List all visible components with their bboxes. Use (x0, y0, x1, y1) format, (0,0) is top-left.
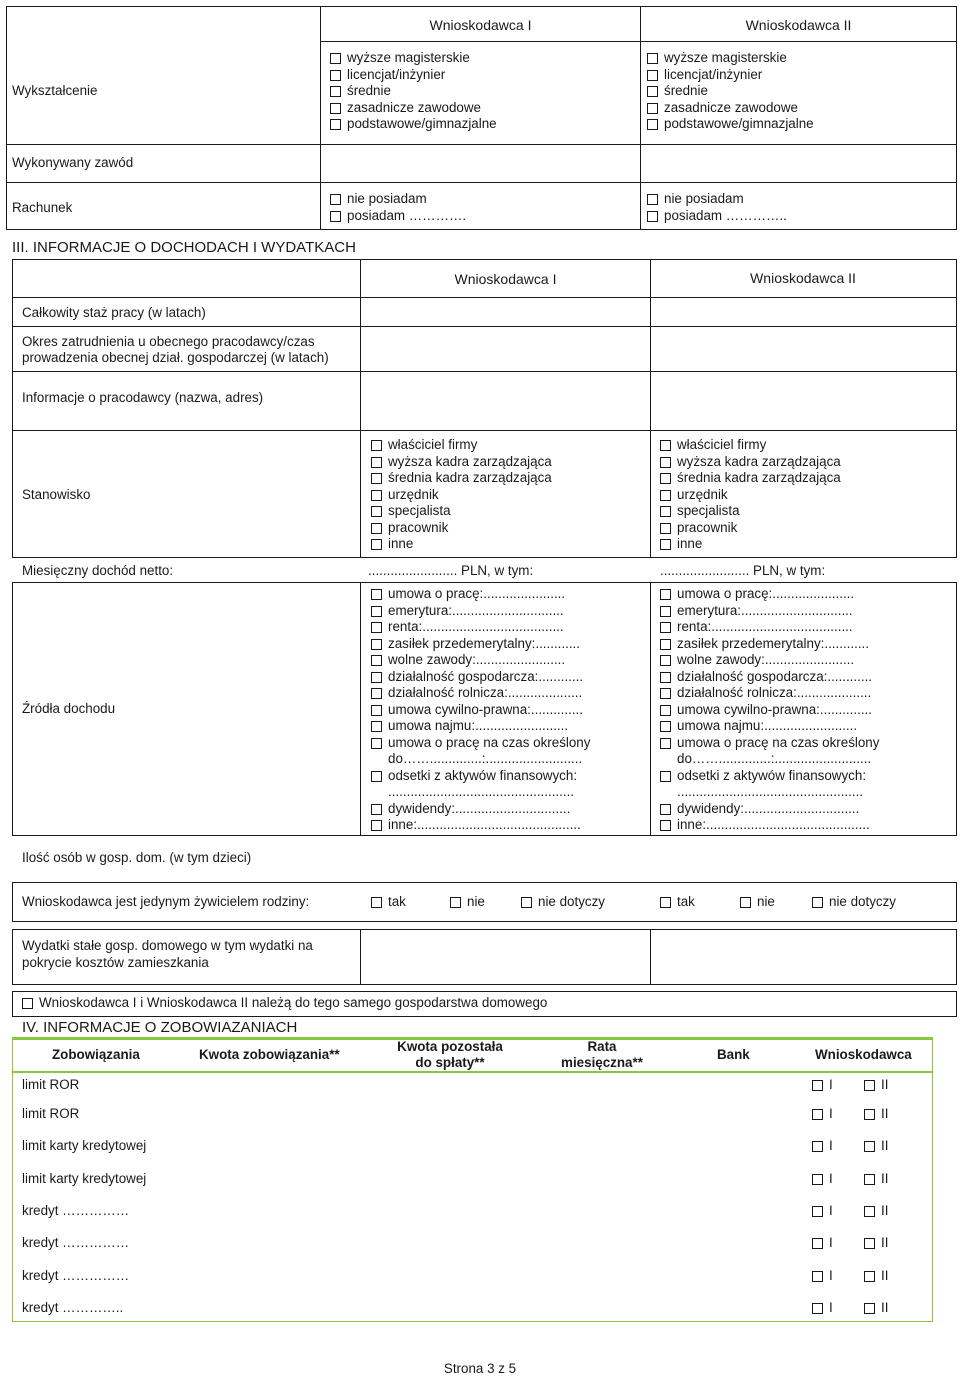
checkbox-icon (864, 1141, 875, 1152)
obligation-type: kredyt ………….. (22, 1300, 124, 1315)
checkbox-icon (864, 1238, 875, 1249)
income-source-item[interactable]: odsetki z aktywów finansowych: (371, 768, 590, 785)
sec3-col2-header: Wnioskodawca II (750, 270, 856, 286)
checkbox-icon (330, 119, 341, 130)
header-rata-2: miesięczna** (561, 1055, 643, 1070)
position-option[interactable]: specjalista (660, 503, 841, 520)
checkbox-icon (371, 506, 382, 517)
checkbox-icon (647, 53, 658, 64)
checkbox-icon (660, 820, 671, 831)
checkbox-icon (371, 721, 382, 732)
income-source-item[interactable]: renta:...................................... (371, 619, 590, 636)
income-source-item[interactable]: zasiłek przedemerytalny:............ (660, 636, 879, 653)
income-sources-2 (660, 586, 879, 834)
checkbox-icon (450, 897, 461, 908)
breadwinner-option-nie-2[interactable]: nie (740, 894, 775, 910)
obligation-type: limit ROR (22, 1077, 80, 1092)
position-option[interactable]: właściciel firmy (660, 437, 841, 454)
checkbox-icon (660, 672, 671, 683)
income-source-item: .................................................. (677, 784, 864, 799)
income-source-item[interactable]: inne:............................................ (371, 817, 590, 834)
income-source-item[interactable]: wolne zawody:........................ (371, 652, 590, 669)
checkbox-icon (660, 473, 671, 484)
breadwinner-option-tak-1[interactable]: tak (371, 894, 406, 910)
income-source-item[interactable]: umowa o pracę na czas określony (660, 735, 879, 752)
applicant-option-i[interactable]: I (812, 1268, 833, 1284)
checkbox-icon (330, 194, 341, 205)
income-source-item: do……..............:.......................... (677, 751, 872, 766)
obligation-type: limit karty kredytowej (22, 1138, 147, 1153)
income-source-item[interactable]: działalność gospodarcza:............ (660, 669, 879, 686)
checkbox-icon (371, 473, 382, 484)
checkbox-icon (371, 457, 382, 468)
checkbox-icon (371, 705, 382, 716)
checkbox-icon (660, 721, 671, 732)
position-option[interactable]: wyższa kadra zarządzająca (660, 454, 841, 471)
seniority-label: Całkowity staż pracy (w latach) (22, 305, 206, 320)
checkbox-icon (371, 771, 382, 782)
position-option[interactable]: inne (371, 536, 552, 553)
position-option[interactable]: średnia kadra zarządzająca (371, 470, 552, 487)
education-option[interactable]: wyższe magisterskie (647, 50, 814, 67)
breadwinner-label: Wnioskodawca jest jedynym żywicielem rodziny: (22, 894, 310, 909)
checkbox-icon (371, 738, 382, 749)
income-source-item[interactable]: emerytura:.............................. (660, 603, 879, 620)
checkbox-icon (812, 1080, 823, 1091)
applicant-option-i[interactable]: I (812, 1203, 833, 1219)
income-source-item[interactable]: umowa cywilno-prawna:.............. (371, 702, 590, 719)
checkbox-icon (660, 639, 671, 650)
applicant-option-ii[interactable]: II (864, 1203, 888, 1219)
checkbox-icon (647, 211, 658, 222)
checkbox-icon (864, 1109, 875, 1120)
checkbox-icon (660, 440, 671, 451)
checkbox-icon (660, 688, 671, 699)
obligation-type: limit ROR (22, 1106, 80, 1121)
header-kwota-pozostala-1: Kwota pozostała (397, 1039, 503, 1054)
income-source-item[interactable]: umowa cywilno-prawna:.............. (660, 702, 879, 719)
household-label: Ilość osób w gosp. dom. (w tym dzieci) (22, 850, 252, 865)
obligation-type: kredyt …………… (22, 1203, 130, 1218)
checkbox-icon (660, 606, 671, 617)
checkbox-icon (371, 490, 382, 501)
education-label: Wykształcenie (12, 83, 98, 98)
education-option[interactable]: licencjat/inżynier (647, 67, 814, 84)
occupation-label: Wykonywany zawód (12, 155, 134, 170)
expenses-label-2: pokrycie kosztów zamieszkania (22, 955, 209, 970)
checkbox-icon (740, 897, 751, 908)
income-source-item[interactable]: dywidendy:............................... (371, 801, 590, 818)
account-option[interactable]: posiadam ………….. (647, 208, 787, 225)
education-option[interactable]: zasadnicze zawodowe (647, 100, 814, 117)
checkbox-icon (812, 1206, 823, 1217)
checkbox-icon (864, 1174, 875, 1185)
breadwinner-option-tak-2[interactable]: tak (660, 894, 695, 910)
applicant-option-ii[interactable]: II (864, 1268, 888, 1284)
position-option[interactable]: wyższa kadra zarządzająca (371, 454, 552, 471)
expenses-label-1: Wydatki stałe gosp. domowego w tym wydatki na (22, 938, 313, 953)
header-bank: Bank (717, 1047, 750, 1062)
header-kwota: Kwota zobowiązania** (199, 1047, 340, 1062)
col2-header-label: Wnioskodawca II (745, 17, 852, 33)
checkbox-icon (864, 1080, 875, 1091)
checkbox-icon (330, 86, 341, 97)
checkbox-icon (864, 1303, 875, 1314)
checkbox-icon (660, 539, 671, 550)
checkbox-icon (371, 655, 382, 666)
sources-label: Źródła dochodu (22, 701, 116, 716)
checkbox-icon (22, 998, 33, 1009)
checkbox-icon (660, 804, 671, 815)
same-household-option[interactable]: Wnioskodawca I i Wnioskodawca II należą do tego samego gospodarstwa domowego (22, 995, 547, 1011)
checkbox-icon (330, 53, 341, 64)
applicant-option-ii[interactable]: II (864, 1171, 888, 1187)
applicant-option-ii[interactable]: II (864, 1300, 888, 1316)
income-source-item[interactable]: działalność rolnicza:.................... (371, 685, 590, 702)
employer-input-1[interactable] (360, 371, 651, 431)
position-option[interactable]: urzędnik (660, 487, 841, 504)
checkbox-icon (812, 1271, 823, 1282)
income-value-1[interactable]: ........................ PLN, w tym: (368, 563, 534, 578)
checkbox-icon (864, 1206, 875, 1217)
position-option[interactable]: właściciel firmy (371, 437, 552, 454)
income-source-item[interactable]: umowa najmu:......................... (660, 718, 879, 735)
checkbox-icon (371, 688, 382, 699)
seniority-input-1[interactable] (360, 297, 651, 327)
checkbox-icon (660, 523, 671, 534)
employment-input-1[interactable] (360, 326, 651, 372)
applicant-option-ii[interactable]: II (864, 1106, 888, 1122)
section-iv-title: IV. INFORMACJE O ZOBOWIAZANIACH (22, 1019, 298, 1036)
account-option[interactable]: posiadam …………. (330, 208, 466, 225)
education-option[interactable]: podstawowe/gimnazjalne (330, 116, 497, 133)
checkbox-icon (812, 897, 823, 908)
checkbox-icon (812, 1238, 823, 1249)
breadwinner-option-nd-1[interactable]: nie dotyczy (521, 894, 605, 910)
income-source-item: .................................................. (388, 784, 575, 799)
page-number: Strona 3 z 5 (443, 1361, 517, 1376)
education-option[interactable]: wyższe magisterskie (330, 50, 497, 67)
occupation-input-1[interactable] (320, 144, 641, 183)
account-options-1 (330, 191, 466, 224)
checkbox-icon (371, 639, 382, 650)
education-option[interactable]: średnie (330, 83, 497, 100)
checkbox-icon (812, 1141, 823, 1152)
checkbox-icon (330, 70, 341, 81)
checkbox-icon (647, 103, 658, 114)
applicant-option-ii[interactable]: II (864, 1138, 888, 1154)
income-source-item[interactable]: dywidendy:............................... (660, 801, 879, 818)
income-source-item: do……..............:.......................... (388, 751, 583, 766)
header-rata-1: Rata (587, 1039, 617, 1054)
position-label: Stanowisko (22, 487, 91, 502)
obligations-table (12, 1037, 933, 1322)
checkbox-icon (660, 738, 671, 749)
position-option[interactable]: średnia kadra zarządzająca (660, 470, 841, 487)
checkbox-icon (812, 1303, 823, 1314)
obligation-type: kredyt …………… (22, 1268, 130, 1283)
income-source-item[interactable]: działalność gospodarcza:............ (371, 669, 590, 686)
col1-header-label: Wnioskodawca I (429, 17, 532, 33)
checkbox-icon (647, 194, 658, 205)
applicant-option-i[interactable]: I (812, 1235, 833, 1251)
checkbox-icon (812, 1174, 823, 1185)
account-option[interactable]: nie posiadam (647, 191, 787, 208)
income-value-2[interactable]: ........................ PLN, w tym: (660, 563, 826, 578)
position-option[interactable]: urzędnik (371, 487, 552, 504)
position-option[interactable]: specjalista (371, 503, 552, 520)
checkbox-icon (660, 655, 671, 666)
applicant-option-i[interactable]: I (812, 1300, 833, 1316)
checkbox-icon (660, 490, 671, 501)
income-source-item[interactable]: wolne zawody:........................ (660, 652, 879, 669)
applicant-option-ii[interactable]: II (864, 1235, 888, 1251)
position-options-1 (371, 437, 552, 553)
applicant-option-i[interactable]: I (812, 1077, 833, 1093)
position-option[interactable]: pracownik (660, 520, 841, 537)
education-options-2 (647, 50, 814, 133)
checkbox-icon (371, 897, 382, 908)
checkbox-icon (647, 70, 658, 81)
income-source-item[interactable]: umowa o pracę:...................... (371, 586, 590, 603)
checkbox-icon (660, 457, 671, 468)
checkbox-icon (371, 539, 382, 550)
checkbox-icon (371, 589, 382, 600)
checkbox-icon (647, 86, 658, 97)
checkbox-icon (371, 622, 382, 633)
applicant-option-i[interactable]: I (812, 1171, 833, 1187)
checkbox-icon (371, 820, 382, 831)
education-option[interactable]: średnie (647, 83, 814, 100)
income-source-item[interactable]: emerytura:.............................. (371, 603, 590, 620)
income-source-item[interactable]: zasiłek przedemerytalny:............ (371, 636, 590, 653)
position-option[interactable]: inne (660, 536, 841, 553)
income-label: Miesięczny dochód netto: (22, 563, 174, 578)
checkbox-icon (660, 506, 671, 517)
checkbox-icon (647, 119, 658, 130)
checkbox-icon (371, 672, 382, 683)
education-options-1 (330, 50, 497, 133)
checkbox-icon (371, 523, 382, 534)
income-source-item[interactable]: inne:............................................ (660, 817, 879, 834)
checkbox-icon (660, 771, 671, 782)
income-source-item[interactable]: odsetki z aktywów finansowych: (660, 768, 879, 785)
position-option[interactable]: pracownik (371, 520, 552, 537)
checkbox-icon (864, 1271, 875, 1282)
employment-label-2: prowadzenia obecnej dział. gospodarczej (w latach) (22, 350, 329, 365)
obligation-type: kredyt …………… (22, 1235, 130, 1250)
checkbox-icon (371, 606, 382, 617)
checkbox-icon (660, 589, 671, 600)
applicant-option-i[interactable]: I (812, 1138, 833, 1154)
checkbox-icon (371, 804, 382, 815)
income-source-item[interactable]: renta:...................................... (660, 619, 879, 636)
header-wnioskodawca: Wnioskodawca (815, 1047, 912, 1062)
obligation-type: limit karty kredytowej (22, 1171, 147, 1186)
checkbox-icon (812, 1109, 823, 1120)
income-source-item[interactable]: umowa o pracę:...................... (660, 586, 879, 603)
checkbox-icon (660, 622, 671, 633)
income-source-item[interactable]: umowa o pracę na czas określony (371, 735, 590, 752)
employment-label-1: Okres zatrudnienia u obecnego pracodawcy/czas (22, 334, 315, 349)
expenses-input-1[interactable] (360, 929, 651, 985)
checkbox-icon (330, 103, 341, 114)
col-header-2 (640, 6, 957, 42)
applicant-option-ii[interactable]: II (864, 1077, 888, 1093)
education-option[interactable]: zasadnicze zawodowe (330, 100, 497, 117)
checkbox-icon (330, 211, 341, 222)
sec3-col1-header: Wnioskodawca I (454, 271, 557, 287)
col-header-1 (320, 6, 641, 42)
checkbox-icon (660, 897, 671, 908)
income-source-item[interactable]: umowa najmu:......................... (371, 718, 590, 735)
income-source-item[interactable]: działalność rolnicza:.................... (660, 685, 879, 702)
account-options-2 (647, 191, 787, 224)
income-sources-1 (371, 586, 590, 834)
section-iii-title: III. INFORMACJE O DOCHODACH I WYDATKACH (12, 239, 356, 256)
education-option[interactable]: licencjat/inżynier (330, 67, 497, 84)
account-label: Rachunek (12, 200, 73, 215)
employer-label: Informacje o pracodawcy (nazwa, adres) (22, 390, 264, 405)
account-option[interactable]: nie posiadam (330, 191, 466, 208)
education-option[interactable]: podstawowe/gimnazjalne (647, 116, 814, 133)
header-kwota-pozostala-2: do spłaty** (415, 1055, 485, 1070)
checkbox-icon (660, 705, 671, 716)
checkbox-icon (521, 897, 532, 908)
checkbox-icon (371, 440, 382, 451)
breadwinner-option-nie-1[interactable]: nie (450, 894, 485, 910)
position-options-2 (660, 437, 841, 553)
applicant-option-i[interactable]: I (812, 1106, 833, 1122)
header-zobowiazania: Zobowiązania (52, 1047, 140, 1062)
breadwinner-option-nd-2[interactable]: nie dotyczy (812, 894, 896, 910)
